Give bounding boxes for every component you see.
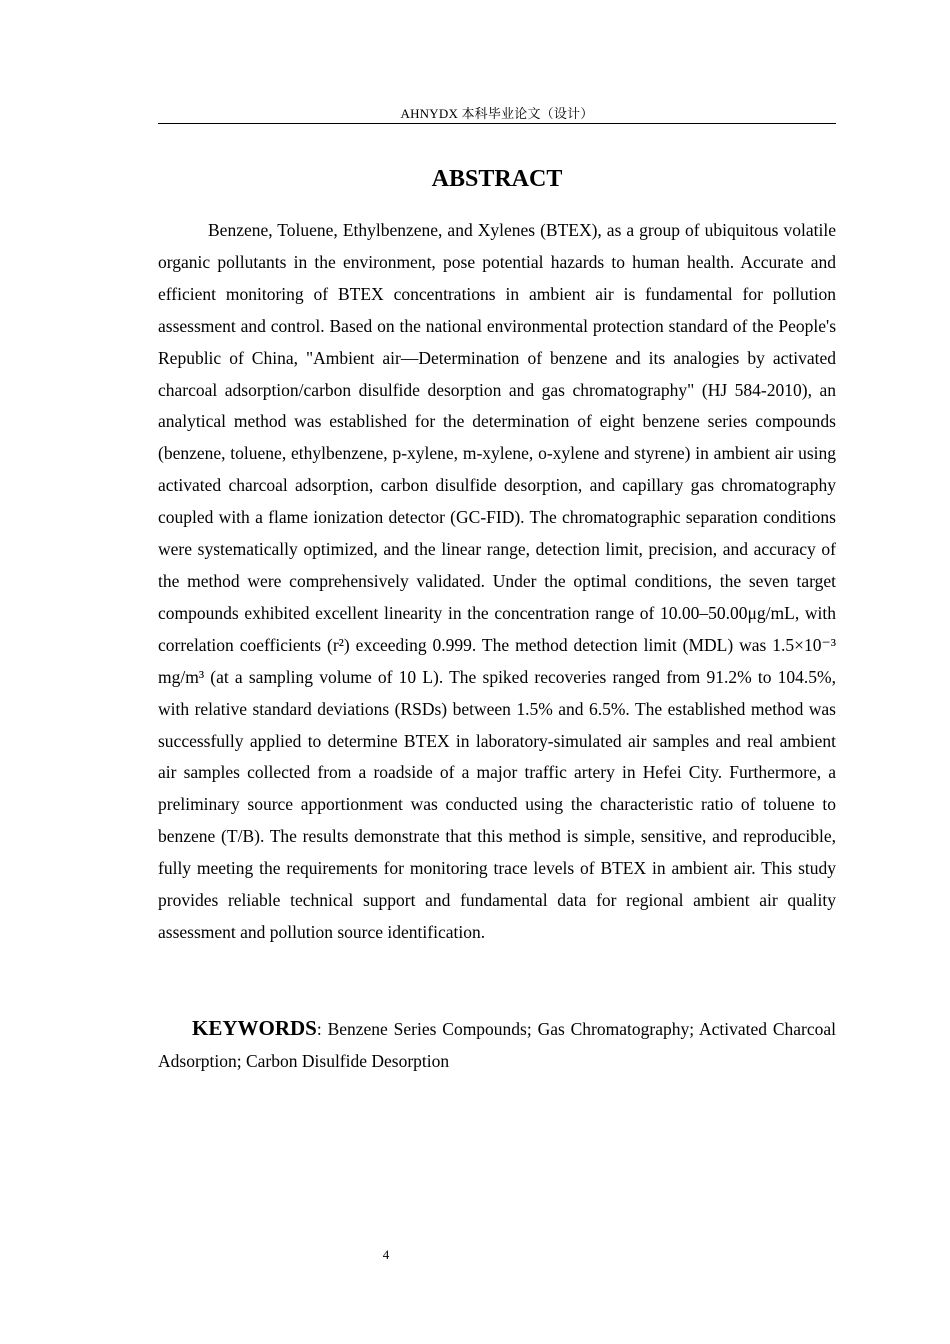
keywords-list: Benzene Series Compounds; Gas Chromatography; Activated Charcoal Adsorption; Carbon Disulfide Desorption	[158, 1019, 836, 1071]
keywords-label: KEYWORDS	[192, 1016, 317, 1040]
abstract-paragraph: Benzene, Toluene, Ethylbenzene, and Xylenes (BTEX), as a group of ubiquitous volatile organic pollutants in the environment, pose potential hazards to human health. Accurate and efficient monitoring of BTEX concentrations in ambient air is fundamental for pollution assessment and control. Based on the national environmental protection standard of the People's Republic of China, "Ambient air—Determination of benzene and its analogies by activated charcoal adsorption/carbon disulfide desorption and gas chromatography" (HJ 584-2010), an analytical method was established for the determination of eight benzene series compounds (benzene, toluene, ethylbenzene, p-xylene, m-xylene, o-xylene and styrene) in ambient air using activated charcoal adsorption, carbon disulfide desorption, and capillary gas chromatography coupled with a flame ionization detector (GC-FID). The chromatographic separation conditions were systematically optimized, and the linear range, detection limit, precision, and accuracy of the method were comprehensively validated. Under the optimal conditions, the seven target compounds exhibited excellent linearity in the concentration range of 10.00–50.00μg/mL, with correlation coefficients (r²) exceeding 0.999. The method detection limit (MDL) was 1.5×10⁻³ mg/m³ (at a sampling volume of 10 L). The spiked recoveries ranged from 91.2% to 104.5%, with relative standard deviations (RSDs) between 1.5% and 6.5%. The established method was successfully applied to determine BTEX in laboratory-simulated air samples and real ambient air samples collected from a roadside of a major traffic artery in Hefei City. Furthermore, a preliminary source apportionment was conducted using the characteristic ratio of toluene to benzene (T/B). The results demonstrate that this method is simple, sensitive, and reproducible, fully meeting the requirements for monitoring trace levels of BTEX in ambient air. This study provides reliable technical support and fundamental data for regional ambient air quality assessment and pollution source identification.	[158, 220, 836, 942]
page-title: ABSTRACT	[431, 166, 563, 192]
page-number: 4	[382, 1247, 390, 1262]
header-rule	[158, 123, 836, 124]
keywords-separator: :	[316, 1019, 328, 1039]
keywords-paragraph	[158, 1013, 836, 1078]
running-header: AHNYDX 本科毕业论文（设计）	[400, 106, 594, 121]
